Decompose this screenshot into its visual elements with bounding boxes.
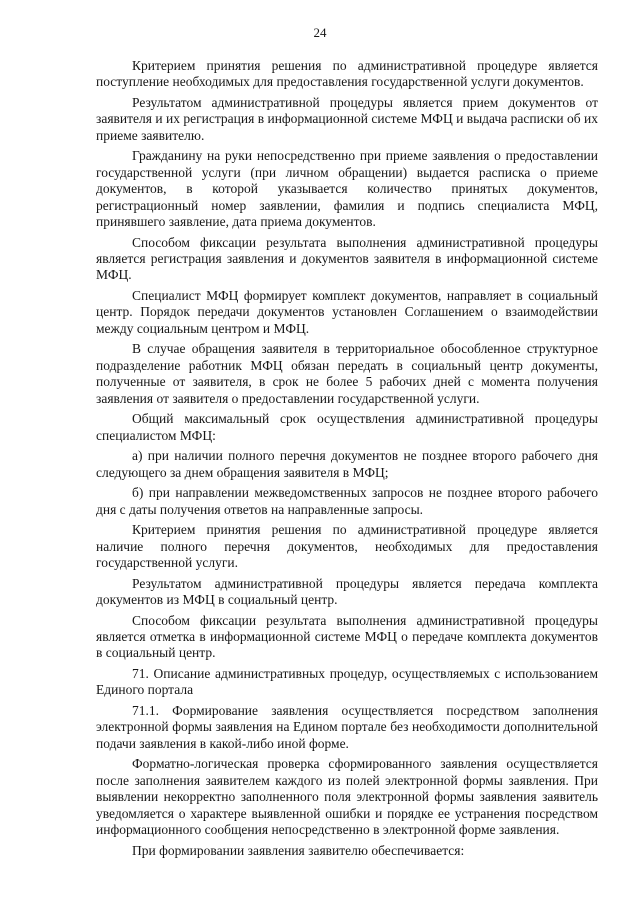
list-item: а) при наличии полного перечня документов не позднее второго рабочего дня следующего за днем обращения заявителя в МФЦ; <box>96 448 598 480</box>
paragraph: Специалист МФЦ формирует комплект документов, направляет в социальный центр. Порядок передачи документов установлен Соглашением о взаимодействии между социальным центром и МФЦ. <box>96 288 598 336</box>
body-text <box>96 58 598 863</box>
page-number: 24 <box>313 25 327 40</box>
paragraph: Гражданину на руки непосредственно при приеме заявления о предоставлении государственной услуги (при личном обращении) выдается расписка о приеме документов, в которой указывается количество принятых документов, регистрационный номер заявлении, фамилия и подпись специалиста МФЦ, принявшего заявление, дата приема документов. <box>96 148 598 230</box>
paragraph: Критерием принятия решения по административной процедуре является поступление необходимых для предоставления государственной услуги документов. <box>96 58 598 90</box>
paragraph: Форматно-логическая проверка сформированного заявления осуществляется после заполнения заявителем каждого из полей электронной формы заявления. При выявлении некорректно заполненного поля электронной формы заявления заявитель уведомляется о характере выявленной ошибки и порядке ее устранения посредством информационного сообщения непосредственно в электронной форме заявления. <box>96 756 598 838</box>
paragraph: 71.1. Формирование заявления осуществляется посредством заполнения электронной формы заявления на Едином портале без необходимости дополнительной подачи заявления в какой-либо иной форме. <box>96 703 598 751</box>
paragraph: Общий максимальный срок осуществления административной процедуры специалистом МФЦ: <box>96 411 598 443</box>
paragraph: В случае обращения заявителя в территориальное обособленное структурное подразделение работник МФЦ обязан передать в социальный центр документы, полученные от заявителя, в срок не более 5 рабочих дней с момента получения заявления от заявителя о предоставлении государственной услуги. <box>96 341 598 406</box>
section-heading: 71. Описание административных процедур, осуществляемых с использованием Единого портала <box>96 666 598 698</box>
paragraph: Способом фиксации результата выполнения административной процедуры является отметка в информационной системе МФЦ о передаче комплекта документов в социальный центр. <box>96 612 598 661</box>
paragraph: Результатом административной процедуры является передача комплекта документов из МФЦ в социальный центр. <box>96 575 598 608</box>
paragraph: При формировании заявления заявителю обеспечивается: <box>132 842 465 858</box>
paragraph: Результатом административной процедуры является прием документов от заявителя и их регистрация в информационной системе МФЦ и выдача расписки об их приеме заявителю. <box>96 95 598 143</box>
paragraph: Способом фиксации результата выполнения административной процедуры является регистрация заявления и документов заявителя в информационной системе МФЦ. <box>96 234 598 283</box>
paragraph: Критерием принятия решения по административной процедуре является наличие полного перечня документов, необходимых для предоставления государственной услуги. <box>96 522 598 571</box>
list-item: б) при направлении межведомственных запросов не позднее второго рабочего дня с даты получения ответов на направленные запросы. <box>96 485 598 517</box>
